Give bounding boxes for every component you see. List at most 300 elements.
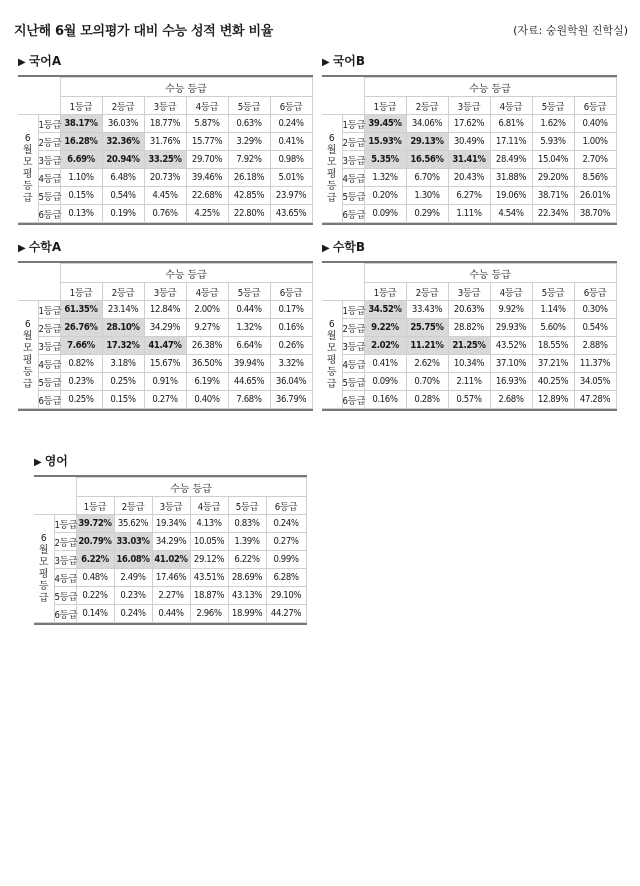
side-char: 모 (38, 556, 49, 568)
table-cell: 0.30% (574, 301, 616, 319)
row-header: 4등급 (38, 169, 60, 187)
table-cell: 0.76% (144, 205, 186, 223)
table-cell: 4.13% (190, 515, 228, 533)
row-header: 6등급 (342, 391, 364, 409)
table-cell: 33.03% (114, 533, 152, 551)
table-cell: 0.27% (144, 391, 186, 409)
table-cell: 3.29% (228, 133, 270, 151)
table-cell: 29.70% (186, 151, 228, 169)
table-cell: 0.82% (60, 355, 102, 373)
table-cell: 0.54% (574, 319, 616, 337)
table-cell: 28.49% (490, 151, 532, 169)
header-blank (18, 78, 60, 97)
header-row-grades (322, 283, 616, 301)
table-cell: 0.54% (102, 187, 144, 205)
row-header: 1등급 (342, 115, 364, 133)
table-cell: 37.21% (532, 355, 574, 373)
table-cell: 0.19% (102, 205, 144, 223)
table-cell: 21.25% (448, 337, 490, 355)
table-row (34, 605, 306, 623)
side-char: 모 (22, 342, 33, 354)
table-cell: 36.03% (102, 115, 144, 133)
side-char: 월 (38, 544, 49, 556)
column-group-label: 수능 등급 (60, 264, 312, 283)
table-cell: 0.44% (228, 301, 270, 319)
table-cell: 1.30% (406, 187, 448, 205)
table-row (18, 373, 312, 391)
row-header: 5등급 (342, 373, 364, 391)
table-cell: 0.22% (76, 587, 114, 605)
column-header: 4등급 (490, 97, 532, 115)
table-cell: 1.14% (532, 301, 574, 319)
table-cell: 0.24% (270, 115, 312, 133)
table-cell: 1.62% (532, 115, 574, 133)
column-header: 1등급 (60, 97, 102, 115)
table-cell: 0.44% (152, 605, 190, 623)
row-header: 2등급 (342, 319, 364, 337)
table-cell: 28.10% (102, 319, 144, 337)
row-header: 4등급 (342, 169, 364, 187)
column-header: 3등급 (144, 283, 186, 301)
table-cell: 7.66% (60, 337, 102, 355)
row-header: 3등급 (38, 337, 60, 355)
column-header: 2등급 (406, 97, 448, 115)
table-row (322, 355, 616, 373)
column-header: 5등급 (228, 283, 270, 301)
table-cell: 43.65% (270, 205, 312, 223)
table-cell: 0.28% (406, 391, 448, 409)
table-cell: 22.34% (532, 205, 574, 223)
table-cell: 34.52% (364, 301, 406, 319)
table-cell: 15.67% (144, 355, 186, 373)
table-cell: 17.62% (448, 115, 490, 133)
column-header: 6등급 (270, 283, 312, 301)
table-cell: 0.70% (406, 373, 448, 391)
table-row (34, 587, 306, 605)
table-cell: 12.84% (144, 301, 186, 319)
triangle-icon: ▶ (322, 57, 330, 68)
column-header: 2등급 (114, 497, 152, 515)
section-korean-a (18, 52, 313, 225)
table-row (18, 133, 312, 151)
column-group-label: 수능 등급 (364, 264, 616, 283)
column-header: 6등급 (270, 97, 312, 115)
table-cell: 0.14% (76, 605, 114, 623)
table-cell: 22.80% (228, 205, 270, 223)
row-header: 5등급 (38, 187, 60, 205)
table-row (322, 301, 616, 319)
grade-table (34, 475, 307, 625)
table-cell: 43.52% (490, 337, 532, 355)
table-row (34, 533, 306, 551)
table-cell: 36.04% (270, 373, 312, 391)
section-name: 국어B (332, 54, 366, 68)
row-group-label (322, 301, 342, 409)
header-blank (18, 97, 60, 115)
row-header: 3등급 (342, 337, 364, 355)
table-cell: 16.08% (114, 551, 152, 569)
section-name: 영어 (44, 454, 68, 468)
column-group-label: 수능 등급 (76, 478, 306, 497)
side-char: 6 (328, 318, 335, 330)
table-cell: 31.76% (144, 133, 186, 151)
table-cell: 31.41% (448, 151, 490, 169)
table-cell: 2.27% (152, 587, 190, 605)
table-cell: 16.93% (490, 373, 532, 391)
header-row-group (18, 264, 312, 283)
header-row-grades (34, 497, 306, 515)
column-header: 4등급 (490, 283, 532, 301)
table-row (322, 151, 616, 169)
table-cell: 1.39% (228, 533, 266, 551)
section-english (34, 452, 307, 625)
grade-matrix (322, 77, 617, 223)
side-char: 급 (38, 592, 49, 604)
table-row (18, 319, 312, 337)
table-cell: 0.23% (114, 587, 152, 605)
table-cell: 0.48% (76, 569, 114, 587)
table-cell: 7.92% (228, 151, 270, 169)
table-cell: 23.97% (270, 187, 312, 205)
section-title (322, 238, 617, 255)
table-cell: 8.56% (574, 169, 616, 187)
row-header: 3등급 (38, 151, 60, 169)
table-cell: 2.02% (364, 337, 406, 355)
column-header: 5등급 (532, 97, 574, 115)
table-cell: 29.20% (532, 169, 574, 187)
side-char: 모 (326, 156, 337, 168)
side-char: 6 (328, 132, 335, 144)
table-cell: 6.27% (448, 187, 490, 205)
table-cell: 39.72% (76, 515, 114, 533)
table-cell: 0.24% (114, 605, 152, 623)
side-char: 6 (24, 132, 31, 144)
column-header: 3등급 (152, 497, 190, 515)
table-row (18, 391, 312, 409)
source-note: (자료: 숭원학원 진학실) (513, 24, 628, 37)
header-blank (34, 478, 76, 497)
row-header: 4등급 (54, 569, 76, 587)
table-row (322, 187, 616, 205)
table-cell: 38.17% (60, 115, 102, 133)
column-header: 6등급 (574, 283, 616, 301)
row-header: 4등급 (38, 355, 60, 373)
side-char: 평 (326, 354, 337, 366)
table-cell: 17.32% (102, 337, 144, 355)
table-cell: 0.41% (270, 133, 312, 151)
table-cell: 26.38% (186, 337, 228, 355)
table-row (322, 205, 616, 223)
table-row (322, 319, 616, 337)
table-cell: 2.11% (448, 373, 490, 391)
table-cell: 29.93% (490, 319, 532, 337)
table-cell: 0.26% (270, 337, 312, 355)
table-cell: 0.09% (364, 373, 406, 391)
table-cell: 41.47% (144, 337, 186, 355)
side-char: 평 (22, 168, 33, 180)
table-cell: 1.00% (574, 133, 616, 151)
table-row (18, 169, 312, 187)
table-row (18, 355, 312, 373)
table-row (322, 337, 616, 355)
side-char: 평 (22, 354, 33, 366)
table-cell: 0.17% (270, 301, 312, 319)
side-char: 등 (22, 180, 33, 192)
section-title (34, 452, 307, 469)
triangle-icon: ▶ (18, 57, 26, 68)
table-cell: 2.96% (190, 605, 228, 623)
table-row (18, 187, 312, 205)
row-header: 5등급 (342, 187, 364, 205)
table-cell: 0.20% (364, 187, 406, 205)
column-header: 5등급 (228, 97, 270, 115)
table-cell: 6.22% (76, 551, 114, 569)
table-cell: 1.32% (228, 319, 270, 337)
table-cell: 61.35% (60, 301, 102, 319)
table-cell: 37.10% (490, 355, 532, 373)
row-header: 6등급 (38, 391, 60, 409)
table-cell: 18.55% (532, 337, 574, 355)
table-cell: 5.35% (364, 151, 406, 169)
header-row-group (322, 78, 616, 97)
table-cell: 0.15% (102, 391, 144, 409)
table-cell: 0.41% (364, 355, 406, 373)
side-char: 급 (326, 192, 337, 204)
row-header: 1등급 (38, 115, 60, 133)
header-blank (322, 264, 364, 283)
table-cell: 12.89% (532, 391, 574, 409)
column-group-label: 수능 등급 (60, 78, 312, 97)
table-cell: 34.29% (144, 319, 186, 337)
table-cell: 36.79% (270, 391, 312, 409)
column-header: 6등급 (574, 97, 616, 115)
table-cell: 4.54% (490, 205, 532, 223)
table-cell: 0.13% (60, 205, 102, 223)
side-char: 평 (326, 168, 337, 180)
table-cell: 20.79% (76, 533, 114, 551)
grade-matrix (322, 263, 617, 409)
table-cell: 6.81% (490, 115, 532, 133)
side-char: 등 (38, 580, 49, 592)
side-char: 등 (326, 180, 337, 192)
side-char: 6 (40, 532, 47, 544)
row-header: 5등급 (38, 373, 60, 391)
column-header: 5등급 (228, 497, 266, 515)
side-char: 급 (22, 192, 33, 204)
section-name: 수학A (28, 240, 62, 254)
header-blank (34, 497, 76, 515)
triangle-icon: ▶ (322, 243, 330, 254)
table-cell: 26.01% (574, 187, 616, 205)
table-cell: 42.85% (228, 187, 270, 205)
header-blank (322, 283, 364, 301)
table-cell: 23.14% (102, 301, 144, 319)
header-blank (18, 264, 60, 283)
table-cell: 2.88% (574, 337, 616, 355)
table-cell: 1.10% (60, 169, 102, 187)
table-cell: 33.43% (406, 301, 448, 319)
table-cell: 0.63% (228, 115, 270, 133)
table-row (18, 205, 312, 223)
header-blank (322, 97, 364, 115)
table-row (34, 551, 306, 569)
row-header: 6등급 (38, 205, 60, 223)
table-cell: 3.18% (102, 355, 144, 373)
row-header: 1등급 (38, 301, 60, 319)
header-row-grades (18, 97, 312, 115)
table-cell: 5.93% (532, 133, 574, 151)
table-cell: 29.12% (190, 551, 228, 569)
table-cell: 5.87% (186, 115, 228, 133)
table-cell: 0.40% (186, 391, 228, 409)
table-cell: 28.82% (448, 319, 490, 337)
table-cell: 44.27% (266, 605, 306, 623)
side-char: 월 (22, 144, 33, 156)
table-cell: 19.06% (490, 187, 532, 205)
table-cell: 43.51% (190, 569, 228, 587)
table-cell: 0.57% (448, 391, 490, 409)
grade-table (322, 75, 617, 225)
column-header: 5등급 (532, 283, 574, 301)
table-cell: 1.32% (364, 169, 406, 187)
table-cell: 26.76% (60, 319, 102, 337)
table-cell: 2.00% (186, 301, 228, 319)
table-cell: 0.16% (270, 319, 312, 337)
side-char: 평 (38, 568, 49, 580)
table-cell: 39.46% (186, 169, 228, 187)
header-row-grades (322, 97, 616, 115)
table-row (322, 169, 616, 187)
section-math-b (322, 238, 617, 411)
table-cell: 0.25% (60, 391, 102, 409)
side-char: 등 (326, 366, 337, 378)
table-cell: 18.99% (228, 605, 266, 623)
grade-table (18, 75, 313, 225)
table-cell: 6.64% (228, 337, 270, 355)
table-cell: 0.83% (228, 515, 266, 533)
row-group-label (18, 115, 38, 223)
table-row (322, 373, 616, 391)
table-cell: 25.75% (406, 319, 448, 337)
side-char: 월 (326, 144, 337, 156)
column-header: 1등급 (364, 283, 406, 301)
table-cell: 16.56% (406, 151, 448, 169)
table-cell: 0.91% (144, 373, 186, 391)
table-cell: 0.23% (60, 373, 102, 391)
row-header: 2등급 (342, 133, 364, 151)
table-cell: 22.68% (186, 187, 228, 205)
column-header: 4등급 (186, 97, 228, 115)
column-group-label: 수능 등급 (364, 78, 616, 97)
table-cell: 6.69% (60, 151, 102, 169)
table-cell: 0.98% (270, 151, 312, 169)
table-cell: 3.32% (270, 355, 312, 373)
row-header: 2등급 (38, 133, 60, 151)
table-cell: 1.11% (448, 205, 490, 223)
table-cell: 2.49% (114, 569, 152, 587)
table-cell: 40.25% (532, 373, 574, 391)
grade-matrix (18, 263, 313, 409)
row-header: 2등급 (54, 533, 76, 551)
table-cell: 44.65% (228, 373, 270, 391)
row-header: 5등급 (54, 587, 76, 605)
header-row-grades (18, 283, 312, 301)
table-cell: 33.25% (144, 151, 186, 169)
table-cell: 36.50% (186, 355, 228, 373)
table-cell: 4.25% (186, 205, 228, 223)
table-cell: 20.63% (448, 301, 490, 319)
table-cell: 16.28% (60, 133, 102, 151)
table-cell: 20.43% (448, 169, 490, 187)
table-cell: 19.34% (152, 515, 190, 533)
header-row-group (18, 78, 312, 97)
column-header: 3등급 (448, 97, 490, 115)
table-cell: 6.22% (228, 551, 266, 569)
table-cell: 34.05% (574, 373, 616, 391)
table-cell: 11.21% (406, 337, 448, 355)
table-cell: 38.70% (574, 205, 616, 223)
table-cell: 5.60% (532, 319, 574, 337)
table-cell: 2.68% (490, 391, 532, 409)
column-header: 1등급 (76, 497, 114, 515)
table-cell: 28.69% (228, 569, 266, 587)
column-header: 3등급 (144, 97, 186, 115)
column-header: 1등급 (364, 97, 406, 115)
table-row (322, 391, 616, 409)
table-cell: 15.04% (532, 151, 574, 169)
table-row (322, 115, 616, 133)
table-cell: 34.29% (152, 533, 190, 551)
table-cell: 17.11% (490, 133, 532, 151)
table-cell: 6.19% (186, 373, 228, 391)
grade-table (18, 261, 313, 411)
column-header: 4등급 (186, 283, 228, 301)
table-cell: 18.87% (190, 587, 228, 605)
table-cell: 11.37% (574, 355, 616, 373)
table-cell: 2.62% (406, 355, 448, 373)
header-blank (322, 78, 364, 97)
table-cell: 15.77% (186, 133, 228, 151)
table-cell: 6.48% (102, 169, 144, 187)
column-header: 1등급 (60, 283, 102, 301)
table-cell: 0.09% (364, 205, 406, 223)
row-header: 1등급 (54, 515, 76, 533)
side-char: 등 (22, 366, 33, 378)
row-header: 3등급 (54, 551, 76, 569)
table-row (322, 133, 616, 151)
table-cell: 18.77% (144, 115, 186, 133)
side-char: 6 (24, 318, 31, 330)
side-char: 모 (326, 342, 337, 354)
section-title (18, 52, 313, 69)
table-row (18, 301, 312, 319)
table-cell: 0.15% (60, 187, 102, 205)
table-row (34, 515, 306, 533)
table-cell: 29.13% (406, 133, 448, 151)
row-header: 4등급 (342, 355, 364, 373)
table-row (18, 337, 312, 355)
table-cell: 0.25% (102, 373, 144, 391)
table-cell: 20.73% (144, 169, 186, 187)
table-cell: 26.18% (228, 169, 270, 187)
table-cell: 41.02% (152, 551, 190, 569)
table-cell: 43.13% (228, 587, 266, 605)
table-cell: 20.94% (102, 151, 144, 169)
row-header: 3등급 (342, 151, 364, 169)
table-cell: 6.28% (266, 569, 306, 587)
table-cell: 2.70% (574, 151, 616, 169)
column-header: 6등급 (266, 497, 306, 515)
